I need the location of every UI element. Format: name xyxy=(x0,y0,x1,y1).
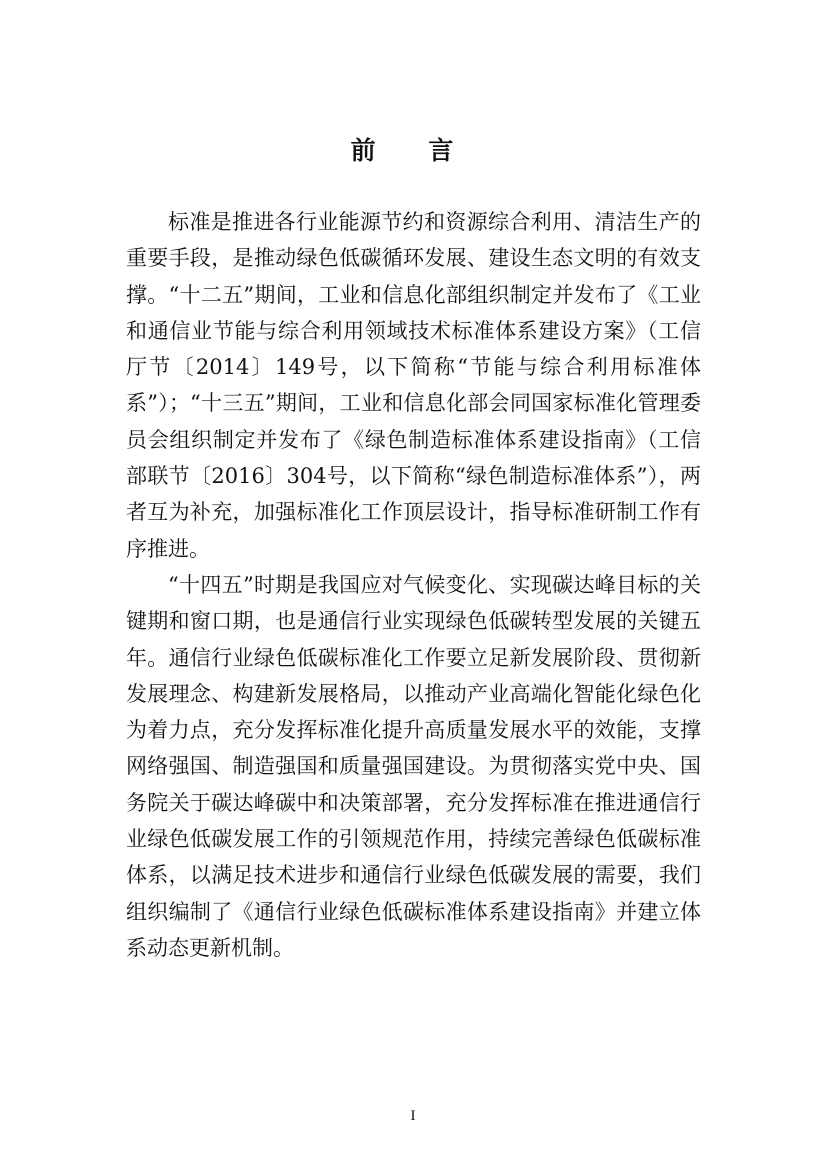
page-title: 前 言 xyxy=(350,136,476,165)
body-text xyxy=(126,204,701,966)
paragraph-2: “十四五”时期是我国应对气候变化、实现碳达峰目标的关键期和窗口期，也是通信行业实现绿色低碳转型发展的关键五年。通信行业绿色低碳标准化工作要立足新发展阶段、贯彻新发展理念、构建新发展格局，以推动产业高端化智能化绿色化为着力点，充分发挥标准化提升高质量发展水平的效能，支撑网络强国、制造强国和质量强国建设。为贯彻落实党中央、国务院关于碳达峰碳中和决策部署，充分发挥标准在推进通信行业绿色低碳发展工作的引领规范作用，持续完善绿色低碳标准体系，以满足技术进步和通信行业绿色低碳发展的需要，我们组织编制了《通信行业绿色低碳标准体系建设指南》并建立体系动态更新机制。 xyxy=(126,572,701,960)
paragraph-1: 标准是推进各行业能源节约和资源综合利用、清洁生产的重要手段，是推动绿色低碳循环发展、建设生态文明的有效支撑。“十二五”期间，工业和信息化部组织制定并发布了《工业和通信业节能与综合利用领域技术标准体系建设方案》（工信厅节〔2014〕149号，以下简称“节能与综合利用标准体系”）；“十三五”期间，工业和信息化部会同国家标准化管理委员会组织制定并发布了《绿色制造标准体系建设指南》（工信部联节〔2016〕304号，以下简称“绿色制造标准体系”），两者互为补充，加强标准化工作顶层设计，指导标准研制工作有序推进。 xyxy=(126,210,701,561)
page-number: I xyxy=(410,1108,416,1124)
